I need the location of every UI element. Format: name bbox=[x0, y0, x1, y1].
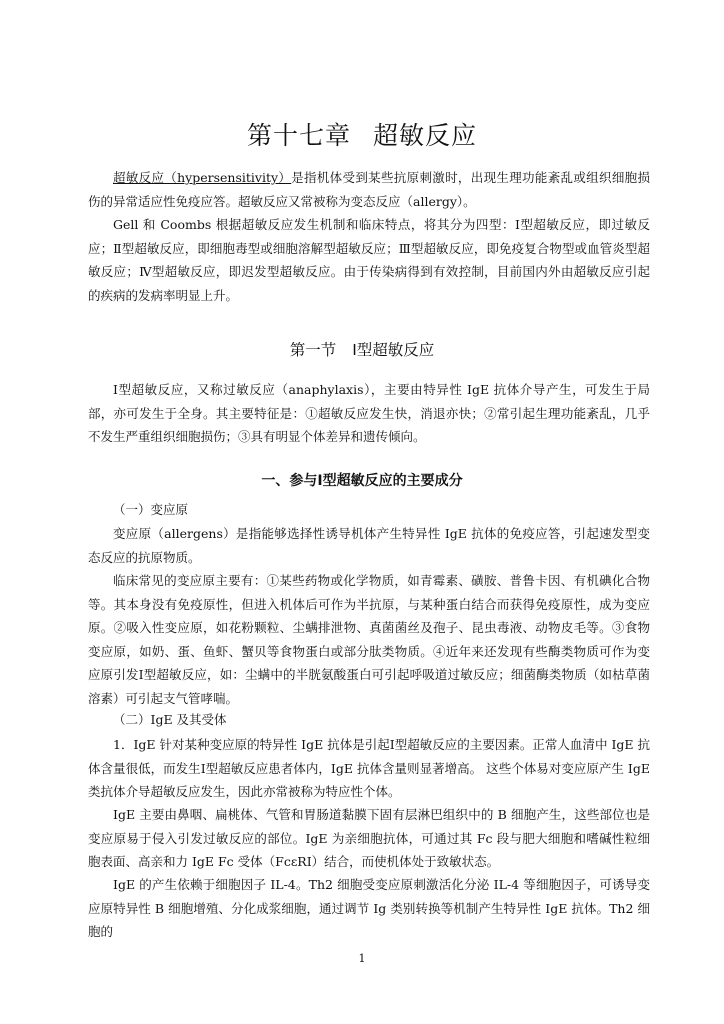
intro-definition-text: 是指机体受到某些抗原刺激时，出现生理功能紊乱或组织细胞损伤的异常适应性免疫应答。超敏反应又常被称为变态反应（allergy）。 bbox=[88, 170, 650, 209]
allergen-definition-paragraph: 变应原（allergens）是指能够选择性诱导机体产生特异性 IgE 抗体的免疫应答，引起速发型变态反应的抗原物质。 bbox=[88, 526, 650, 565]
intro-paragraph-classification: Gell 和 Coombs 根据超敏反应发生机制和临床特点，将其分为四型：Ⅰ型超敏反应，即过敏反应；Ⅱ型超敏反应，即细胞毒型或细胞溶解型超敏反应；Ⅲ型超敏反应，即免疫复合物型或血管炎型超敏反应；Ⅳ型超敏反应，即迟发型超敏反应。由于传染病得到有效控制，目前国内外由超敏反应引起的疾病的发病率明显上升。 bbox=[88, 217, 650, 303]
hypersensitivity-term: 超敏反应（hypersensitivity） bbox=[113, 170, 292, 185]
page-number: 1 bbox=[358, 952, 366, 965]
ige-paragraph-1: 1．IgE 针对某种变应原的特异性 IgE 抗体是引起Ⅰ型超敏反应的主要因素。正常人血清中 IgE 抗体含量很低，而发生Ⅰ型超敏反应患者体内，IgE 抗体含量则显著增高。 这些个体易对变应原产生 IgE 类抗体介导超敏反应发生，因此亦常被称为特应性个体。 bbox=[88, 737, 650, 799]
allergen-list-paragraph: 临床常见的变应原主要有：①某些药物或化学物质，如青霉素、磺胺、普鲁卡因、有机碘化合物等。其本身没有免疫原性，但进入机体后可作为半抗原，与某种蛋白结合而获得免疫原性，成为变应原。②吸入性变应原，如花粉颗粒、尘螨排泄物、真菌菌丝及孢子、昆虫毒液、动物皮毛等。③食物变应原，如奶、蛋、鱼虾、蟹贝等食物蛋白或部分肽类物质。④近年来还发现有些酶类物质可作为变应原引发Ⅰ型超敏反应，如：尘螨中的半胱氨酸蛋白可引起呼吸道过敏反应；细菌酶类物质（如枯草菌溶素）可引起支气管哮喘。 bbox=[88, 573, 650, 706]
ige-heading: （二）IgE 及其受体 bbox=[113, 712, 227, 727]
section-intro-paragraph: Ⅰ型超敏反应，又称过敏反应（anaphylaxis），主要由特异性 IgE 抗体介导产生，可发生于局部，亦可发生于全身。其主要特征是：①超敏反应发生快，消退亦快；②常引起生理功能紊乱，几乎不发生严重组织细胞损伤；③具有明显个体差异和遗传倾向。 bbox=[88, 382, 650, 444]
section-number: 第一节 bbox=[289, 341, 337, 359]
chapter-number: 第十七章 bbox=[246, 121, 351, 150]
chapter-title bbox=[0, 116, 724, 152]
ige-paragraph-2: IgE 主要由鼻咽、扁桃体、气管和胃肠道黏膜下固有层淋巴组织中的 B 细胞产生，这些部位也是变应原易于侵入引发过敏反应的部位。IgE 为亲细胞抗体，可通过其 Fc 段与肥大细胞和嗜碱性粒细胞表面、高亲和力 IgE Fc 受体（FcεRI）结合，而使机体处于致敏状态。 bbox=[88, 807, 650, 869]
ige-paragraph-3: IgE 的产生依赖于细胞因子 IL-4。Th2 细胞受变应原刺激活化分泌 IL-4 等细胞因子，可诱导变应原特异性 B 细胞增殖、分化成浆细胞，通过调节 Ig 类别转换等机制产生特异性 IgE 抗体。Th2 细胞的 bbox=[88, 877, 650, 939]
intro-paragraph-definition bbox=[88, 166, 650, 213]
chapter-name: 超敏反应 bbox=[373, 121, 478, 150]
subsection-heading: 一、参与Ⅰ型超敏反应的主要成分 bbox=[261, 473, 463, 489]
allergen-heading: （一）变应原 bbox=[113, 502, 189, 517]
section-title: Ⅰ型超敏反应 bbox=[352, 341, 435, 359]
section-heading bbox=[0, 338, 724, 360]
